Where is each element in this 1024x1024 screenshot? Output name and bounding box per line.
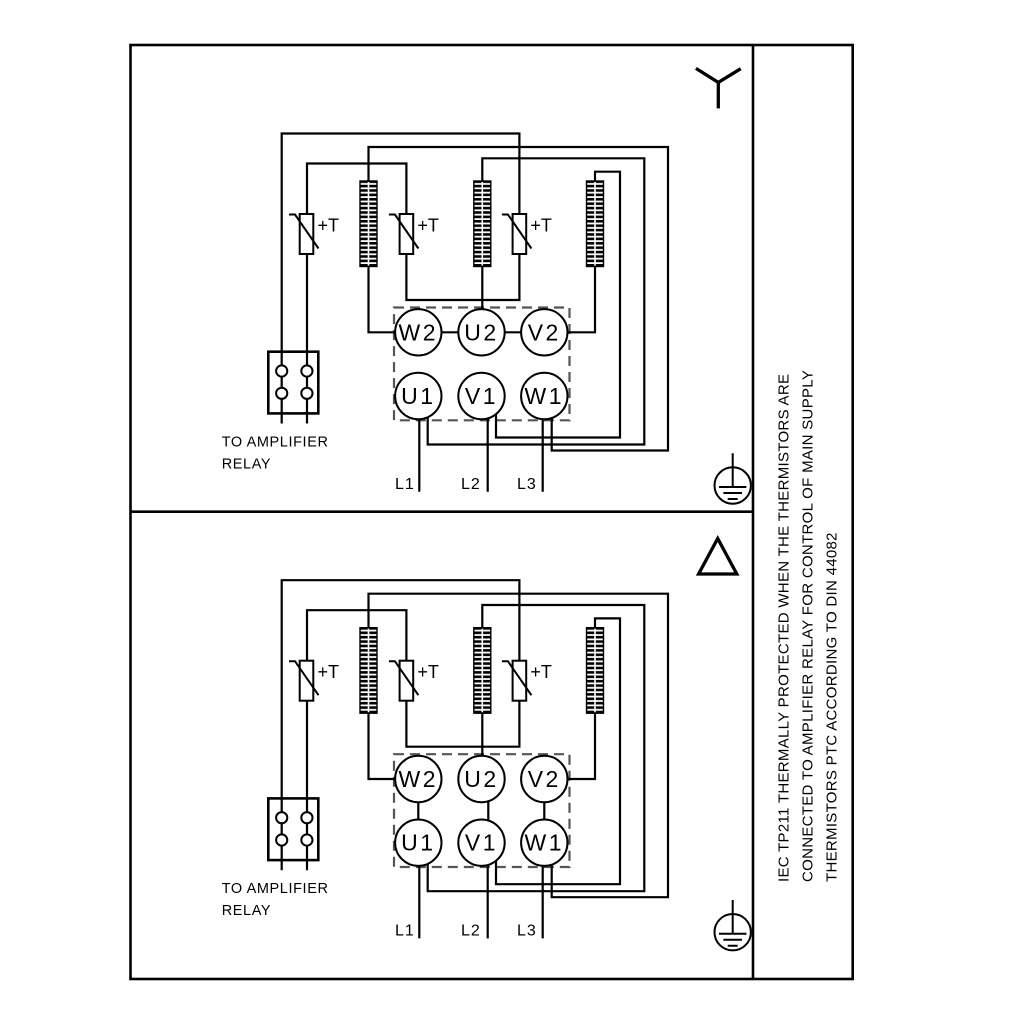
side-note-line3: THERMISTORS PTC ACCORDING TO DIN 44082 [823, 532, 841, 882]
side-note-line2: CONNECTED TO AMPLIFIER RELAY FOR CONTROL OF MAIN SUPPLY [799, 369, 817, 882]
side-note-line1: IEC TP211 THERMALLY PROTECTED WHEN THE THERMISTORS ARE [775, 373, 793, 882]
delta-links [418, 801, 544, 820]
delta-icon [699, 539, 737, 575]
star-icon [696, 68, 741, 108]
star-panel-wiring [222, 134, 751, 504]
star-panel [222, 68, 751, 503]
delta-panel-wiring [222, 580, 751, 950]
side-note [775, 370, 840, 882]
delta-panel [222, 539, 751, 951]
